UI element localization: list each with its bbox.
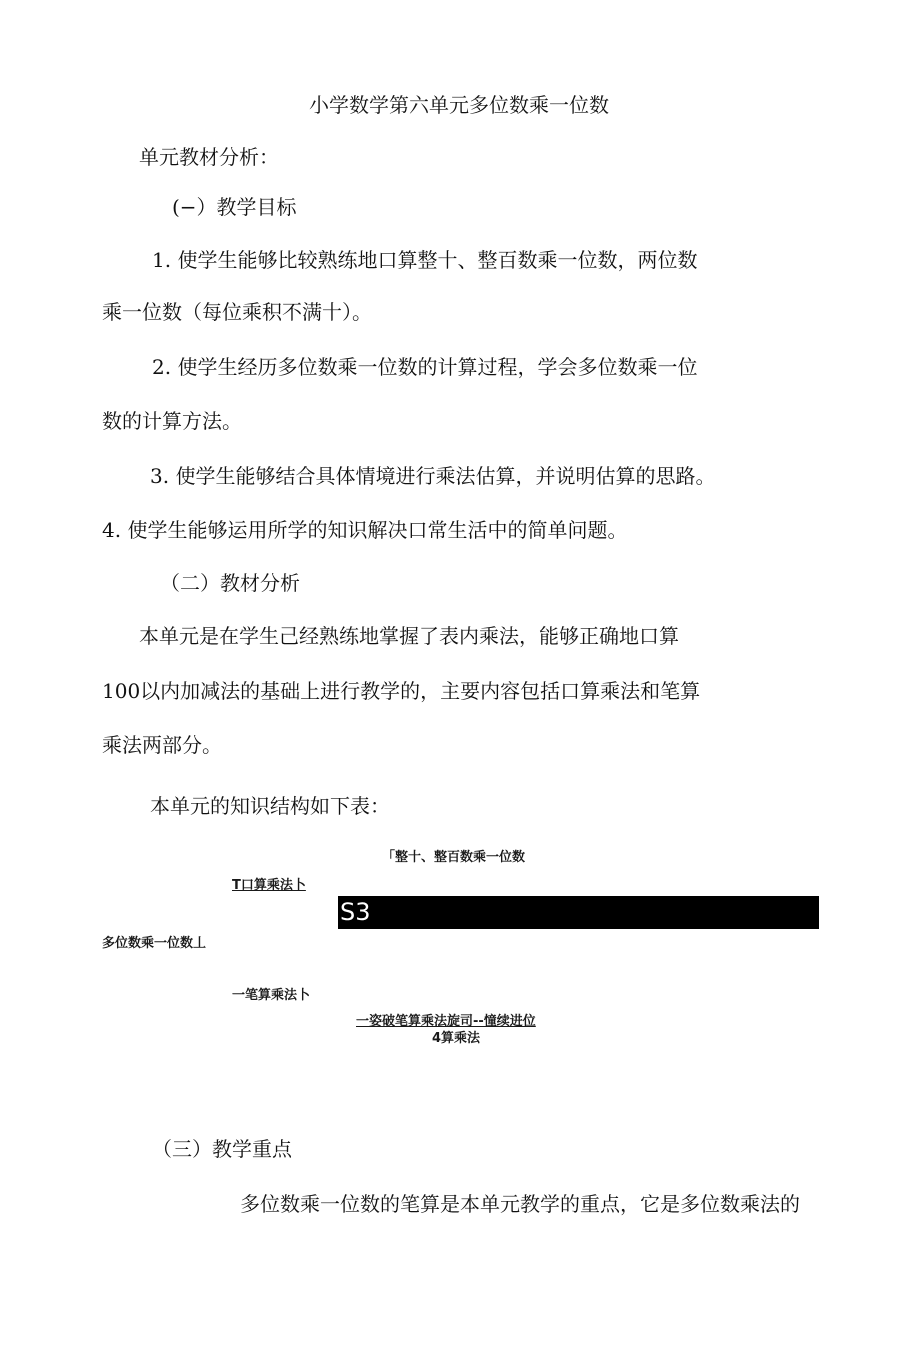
goal-item-3: 3. 使学生能够结合具体情境进行乘法估算，并说明估算的思路。 (150, 464, 716, 488)
diagram-oral-multiplication: T口算乘法卜 (232, 878, 306, 893)
analysis-para-line-3: 乘法两部分。 (102, 733, 222, 757)
analysis-heading: （二）教材分析 (160, 571, 300, 595)
analysis-para-line-2: 100以内加减法的基础上进行教学的，主要内容包括口算乘法和笔算 (102, 679, 701, 703)
diagram-black-bar: S3 (338, 896, 819, 929)
goal-item-4: 4. 使学生能够运用所学的知识解决口常生活中的简单问题。 (102, 518, 628, 542)
document-title: 小学数学第六单元多位数乘一位数 (309, 93, 609, 117)
focus-para-line-1: 多位数乘一位数的笔算是本单元教学的重点，它是多位数乘法的 (240, 1192, 800, 1216)
goal-item-2-line-2: 数的计算方法。 (102, 409, 242, 433)
analysis-para-line-1: 本单元是在学生己经熟练地掌握了表内乘法，能够正确地口算 (139, 624, 679, 648)
goal-item-2-line-1: 2. 使学生经历多位数乘一位数的计算过程，学会多位数乘一位 (152, 355, 698, 379)
goals-heading: (−）教学目标 (172, 195, 297, 219)
goal-item-1-line-2: 乘一位数（每位乘积不满十）。 (102, 300, 372, 324)
goal-item-1-line-1: 1. 使学生能够比较熟练地口算整十、整百数乘一位数，两位数 (152, 248, 698, 272)
focus-heading: （三）教学重点 (152, 1137, 292, 1161)
diagram-root: 多位数乘一位数丄 (102, 936, 207, 951)
diagram-written-multiplication: 一笔算乘法卜 (232, 988, 311, 1003)
structure-intro: 本单元的知识结构如下表： (150, 794, 390, 818)
diagram-written-sub: 一姿破笔算乘法旋司--憧续进位 (356, 1014, 536, 1029)
diagram-top-branch: 「整十、整百数乘一位数 (382, 850, 526, 865)
diagram-written-sub-2: 4算乘法 (432, 1031, 481, 1046)
section-heading: 单元教材分析： (139, 145, 279, 169)
